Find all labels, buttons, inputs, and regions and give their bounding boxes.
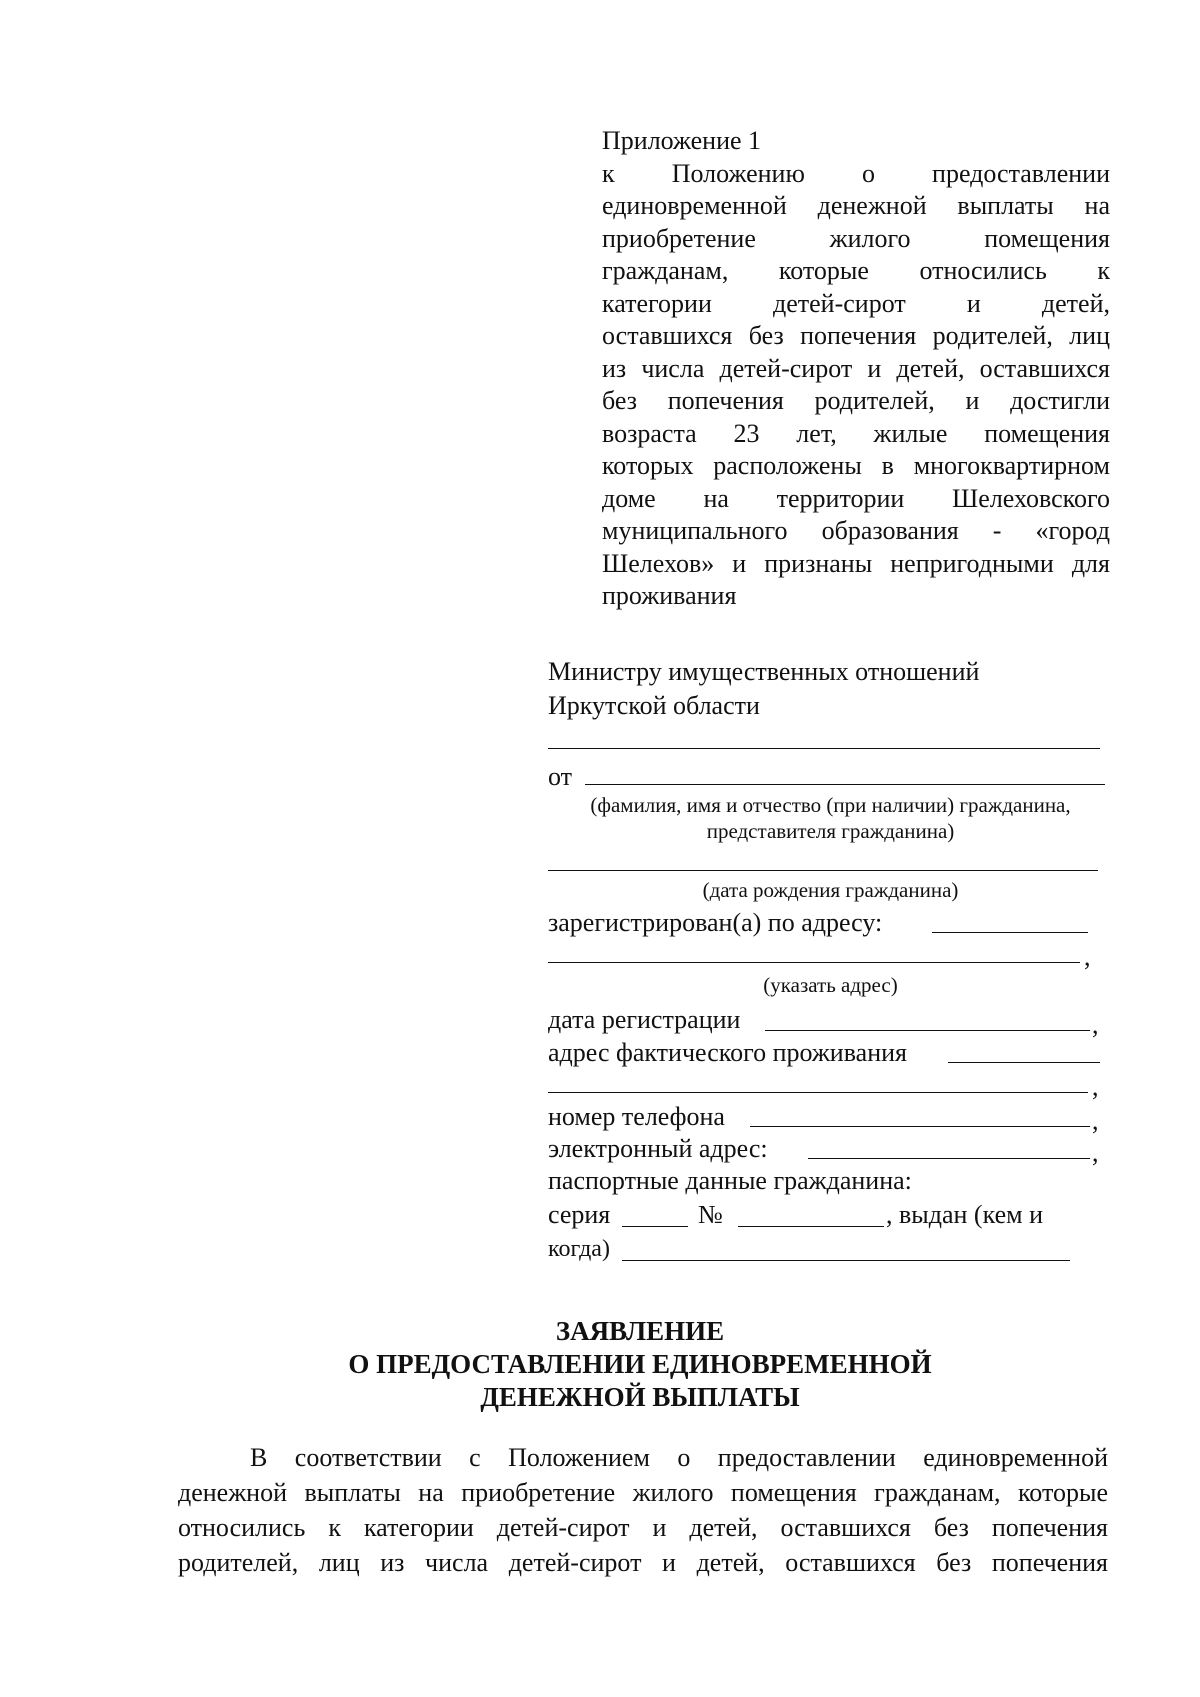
- document-title: [170, 1315, 1110, 1414]
- fio-caption: представителя гражданина): [706, 819, 955, 843]
- appendix-line: к Положению о предоставлении: [602, 158, 1110, 188]
- appendix-line: доме на территории Шелеховского: [602, 483, 1110, 513]
- from-label: от: [548, 762, 573, 791]
- phone-field[interactable]: [750, 1126, 1090, 1127]
- appendix-line: категории детей-сирот и детей,: [602, 288, 1110, 318]
- body-line: относились к категории детей-сирот и детей, оставшихся без попечения: [178, 1513, 1108, 1542]
- email-field[interactable]: [808, 1158, 1090, 1159]
- issued-label: , выдан (кем и: [886, 1200, 1043, 1229]
- passport-series-field[interactable]: [622, 1226, 688, 1227]
- series-label: серия: [548, 1200, 611, 1229]
- registration-date-field[interactable]: [765, 1030, 1090, 1031]
- comma: ,: [1092, 1010, 1099, 1039]
- registered-address-field-2[interactable]: [548, 962, 1080, 963]
- body-line: денежной выплаты на приобретение жилого помещения гражданам, которые: [178, 1478, 1108, 1507]
- comma: ,: [1084, 942, 1091, 971]
- appendix-line: Шелехов» и признаны непригодными для: [602, 548, 1110, 578]
- registration-date-label: дата регистрации: [548, 1005, 741, 1034]
- actual-address-label: адрес фактического проживания: [548, 1038, 907, 1067]
- appendix-line: проживания: [602, 581, 737, 610]
- email-label: электронный адрес:: [548, 1134, 768, 1163]
- addressee-line: Иркутской области: [548, 691, 760, 720]
- addressee-line: Министру имущественных отношений: [548, 657, 980, 686]
- actual-address-field-2[interactable]: [548, 1092, 1088, 1093]
- when-label: когда): [548, 1236, 610, 1262]
- appendix-line: единовременной денежной выплаты на: [602, 191, 1110, 220]
- fio-caption: (фамилия, имя и отчество (при наличии) гражданина,: [590, 793, 1071, 817]
- appendix-line: которых расположены в многоквартирном: [602, 451, 1110, 480]
- statement-body: [178, 1440, 1108, 1580]
- phone-label: номер телефона: [548, 1102, 725, 1131]
- body-line: родителей, лиц из числа детей-сирот и детей, оставшихся без попечения: [178, 1548, 1108, 1577]
- addressee-block: [548, 655, 1108, 723]
- title-line: ЗАЯВЛЕНИЕ: [555, 1316, 725, 1346]
- appendix-line: приобретение жилого помещения: [602, 223, 1110, 253]
- actual-address-field[interactable]: [948, 1062, 1100, 1063]
- passport-number-field[interactable]: [738, 1226, 884, 1227]
- addressee-blank-field[interactable]: [548, 748, 1100, 749]
- passport-issued-field[interactable]: [622, 1260, 1070, 1261]
- comma: ,: [1092, 1072, 1099, 1101]
- dob-caption: (дата рождения гражданина): [702, 878, 959, 902]
- address-caption: (указать адрес): [763, 973, 898, 997]
- appendix-header: [602, 125, 1110, 613]
- birth-date-field[interactable]: [548, 870, 1098, 871]
- comma: ,: [1092, 1106, 1099, 1135]
- appendix-line: оставшихся без попечения родителей, лиц: [602, 321, 1110, 350]
- passport-label: паспортные данные гражданина:: [548, 1166, 912, 1195]
- title-line: ДЕНЕЖНОЙ ВЫПЛАТЫ: [480, 1382, 800, 1412]
- appendix-line: гражданам, которые относились к: [602, 256, 1110, 285]
- appendix-line: Приложение 1: [602, 126, 762, 155]
- appendix-line: возраста 23 лет, жилые помещения: [602, 418, 1110, 448]
- registered-address-label: зарегистрирован(а) по адресу:: [548, 908, 883, 937]
- body-line: В соответствии с Положением о предоставлении единовременной: [250, 1443, 1108, 1472]
- applicant-name-field[interactable]: [585, 784, 1105, 785]
- number-label: №: [698, 1200, 723, 1229]
- appendix-line: муниципального образования - «город: [602, 516, 1110, 545]
- appendix-line: без попечения родителей, и достигли: [602, 386, 1110, 415]
- title-line: О ПРЕДОСТАВЛЕНИИ ЕДИНОВРЕМЕННОЙ: [348, 1349, 932, 1379]
- appendix-line: из числа детей-сирот и детей, оставшихся: [602, 353, 1110, 383]
- comma: ,: [1092, 1138, 1099, 1167]
- registered-address-field[interactable]: [932, 932, 1088, 933]
